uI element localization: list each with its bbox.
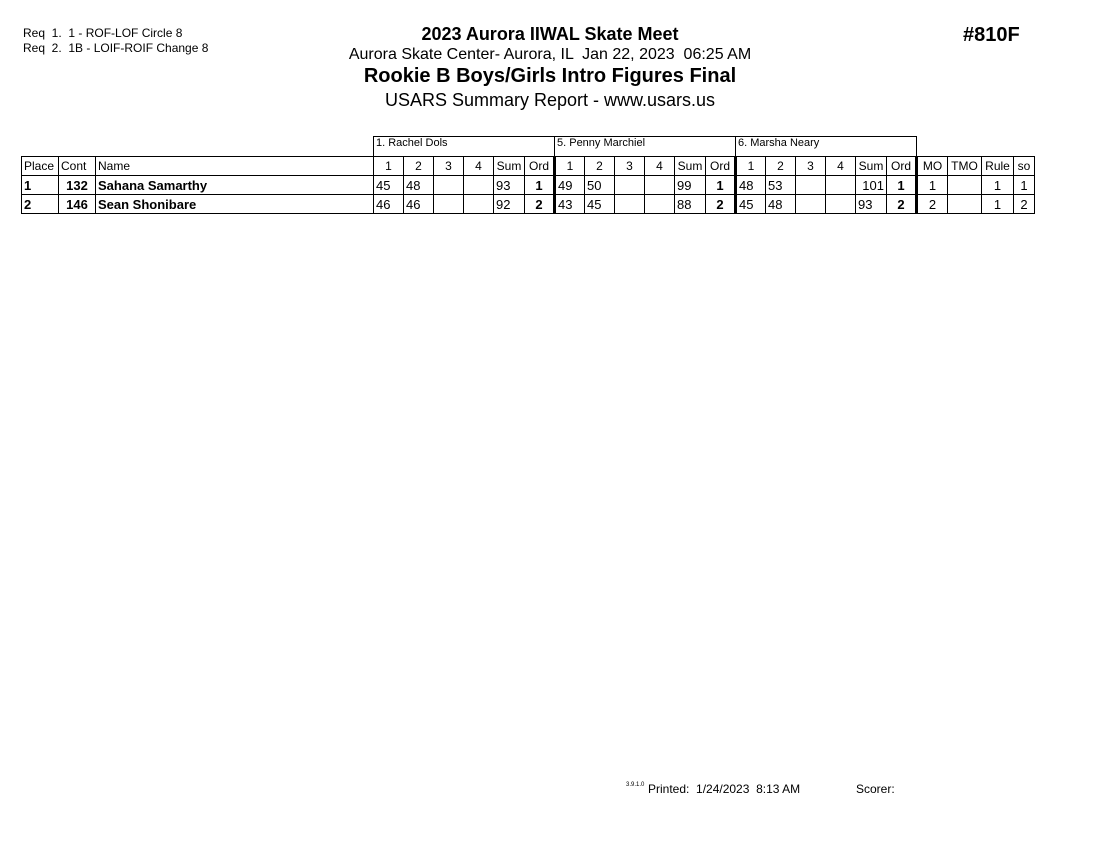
- col-j2-sum: Sum: [675, 157, 706, 176]
- column-header-row: [22, 157, 1035, 176]
- score-cell: 43: [555, 195, 585, 214]
- cont-cell: 132: [59, 176, 96, 195]
- score-cell: 45: [374, 176, 404, 195]
- cont-cell: 146: [59, 195, 96, 214]
- rule-cell: 1: [982, 195, 1014, 214]
- score-cell: [826, 195, 856, 214]
- scorer-label: Scorer:: [856, 782, 895, 796]
- ord-cell: 1: [887, 176, 917, 195]
- col-rule: Rule: [982, 157, 1014, 176]
- col-j2-ord: Ord: [706, 157, 736, 176]
- score-cell: [464, 195, 494, 214]
- score-cell: 48: [736, 176, 766, 195]
- judge-3-header: 6. Marsha Neary: [736, 137, 917, 157]
- col-j2-1: 1: [555, 157, 585, 176]
- score-cell: 46: [404, 195, 434, 214]
- score-cell: [615, 176, 645, 195]
- col-j3-4: 4: [826, 157, 856, 176]
- col-j1-4: 4: [464, 157, 494, 176]
- col-j2-4: 4: [645, 157, 675, 176]
- col-name: Name: [96, 157, 374, 176]
- sum-cell: 93: [856, 195, 887, 214]
- score-cell: 45: [585, 195, 615, 214]
- score-cell: [645, 195, 675, 214]
- table-row: [22, 176, 1035, 195]
- ord-cell: 2: [887, 195, 917, 214]
- judge-1-header: 1. Rachel Dols: [374, 137, 555, 157]
- score-cell: [615, 195, 645, 214]
- score-cell: 46: [374, 195, 404, 214]
- mo-cell: 1: [917, 176, 948, 195]
- col-j3-sum: Sum: [856, 157, 887, 176]
- judges-row: [22, 137, 1035, 157]
- ord-cell: 1: [525, 176, 555, 195]
- score-cell: 48: [404, 176, 434, 195]
- event-title: 2023 Aurora IIWAL Skate Meet: [421, 24, 679, 44]
- tmo-cell: [948, 195, 982, 214]
- score-cell: [826, 176, 856, 195]
- so-cell: 2: [1014, 195, 1035, 214]
- col-j1-ord: Ord: [525, 157, 555, 176]
- col-j3-3: 3: [796, 157, 826, 176]
- sum-cell: 92: [494, 195, 525, 214]
- col-tmo: TMO: [948, 157, 982, 176]
- col-mo: MO: [917, 157, 948, 176]
- mo-cell: 2: [917, 195, 948, 214]
- score-cell: [434, 195, 464, 214]
- col-so: so: [1014, 157, 1035, 176]
- event-number: #810F: [963, 24, 1020, 46]
- col-place: Place: [22, 157, 59, 176]
- event-name: Rookie B Boys/Girls Intro Figures Final: [363, 65, 737, 87]
- skater-name: Sean Shonibare: [96, 195, 374, 214]
- col-j3-1: 1: [736, 157, 766, 176]
- sum-cell: 88: [675, 195, 706, 214]
- judge-2-header: 5. Penny Marchiel: [555, 137, 736, 157]
- requirement-1: Req 1. 1 - ROF-LOF Circle 8: [23, 26, 183, 40]
- judges-spacer-right: [917, 137, 1035, 157]
- printed-timestamp: Printed: 1/24/2023 8:13 AM: [648, 782, 801, 796]
- col-j1-3: 3: [434, 157, 464, 176]
- col-j1-2: 2: [404, 157, 434, 176]
- sum-cell: 99: [675, 176, 706, 195]
- results-table: [21, 136, 1035, 214]
- so-cell: 1: [1014, 176, 1035, 195]
- event-location: Aurora Skate Center- Aurora, IL Jan 22, 2023 06:25 AM: [348, 46, 752, 63]
- col-j2-3: 3: [615, 157, 645, 176]
- report-header: [300, 24, 800, 112]
- col-j1-1: 1: [374, 157, 404, 176]
- score-cell: [464, 176, 494, 195]
- col-j2-2: 2: [585, 157, 615, 176]
- sum-cell: 93: [494, 176, 525, 195]
- ord-cell: 2: [706, 195, 736, 214]
- score-cell: 48: [766, 195, 796, 214]
- judges-spacer: [22, 137, 374, 157]
- ord-cell: 1: [706, 176, 736, 195]
- ord-cell: 2: [525, 195, 555, 214]
- col-j3-2: 2: [766, 157, 796, 176]
- score-cell: 45: [736, 195, 766, 214]
- place-cell: 2: [22, 195, 59, 214]
- score-cell: [434, 176, 464, 195]
- version-code: 3.9.1.0: [626, 782, 645, 788]
- table-row: [22, 195, 1035, 214]
- score-cell: 49: [555, 176, 585, 195]
- requirement-2: Req 2. 1B - LOIF-ROIF Change 8: [23, 41, 209, 55]
- report-title: USARS Summary Report - www.usars.us: [384, 90, 716, 110]
- col-cont: Cont: [59, 157, 96, 176]
- score-cell: 50: [585, 176, 615, 195]
- col-j1-sum: Sum: [494, 157, 525, 176]
- score-cell: 53: [766, 176, 796, 195]
- sum-cell: 101: [856, 176, 887, 195]
- score-cell: [796, 195, 826, 214]
- skater-name: Sahana Samarthy: [96, 176, 374, 195]
- tmo-cell: [948, 176, 982, 195]
- score-cell: [796, 176, 826, 195]
- score-cell: [645, 176, 675, 195]
- place-cell: 1: [22, 176, 59, 195]
- col-j3-ord: Ord: [887, 157, 917, 176]
- rule-cell: 1: [982, 176, 1014, 195]
